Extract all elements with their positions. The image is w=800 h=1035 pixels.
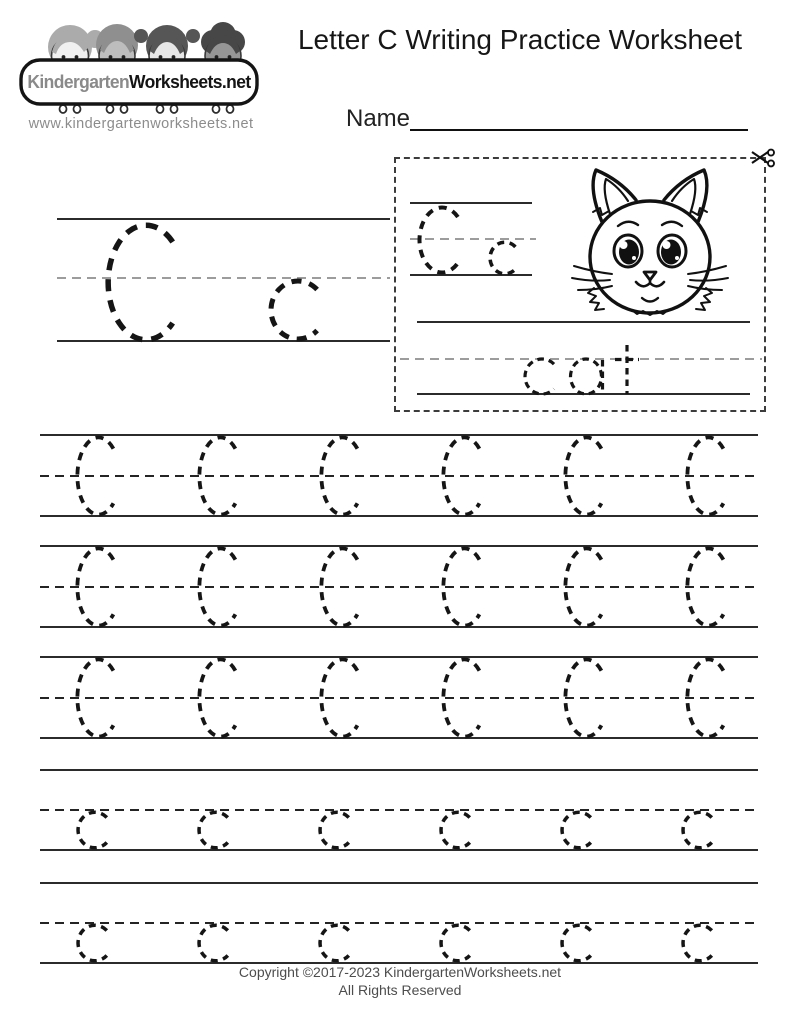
dashed-letter-glyph bbox=[318, 810, 356, 850]
dashed-letter-glyph bbox=[560, 923, 598, 963]
card-uppercase-c bbox=[417, 205, 467, 280]
trace-letter-lowercase[interactable] bbox=[681, 810, 719, 855]
dashed-letter-glyph bbox=[319, 435, 366, 517]
dashed-letter-glyph bbox=[417, 205, 467, 275]
row-mid-line bbox=[40, 586, 758, 588]
logo-kids-feet bbox=[60, 105, 234, 113]
trace-letter-uppercase[interactable] bbox=[197, 435, 244, 522]
trace-letter-uppercase[interactable] bbox=[563, 435, 610, 522]
dashed-letter-glyph bbox=[75, 546, 122, 628]
card-lowercase-c bbox=[488, 240, 522, 281]
dashed-letter-glyph bbox=[318, 923, 356, 963]
dashed-letter-glyph bbox=[681, 923, 719, 963]
trace-letter-uppercase[interactable] bbox=[441, 657, 488, 744]
page-title: Letter C Writing Practice Worksheet bbox=[297, 24, 742, 55]
dashed-letter-glyph bbox=[319, 546, 366, 628]
name-label: Name bbox=[346, 105, 411, 132]
dashed-letter-glyph bbox=[563, 546, 610, 628]
name-blank-line[interactable] bbox=[410, 129, 748, 131]
practice-row-lowercase-2[interactable] bbox=[40, 882, 758, 966]
row-base-line bbox=[40, 737, 758, 739]
dashed-letter-glyph bbox=[197, 546, 244, 628]
trace-letter-lowercase[interactable] bbox=[318, 923, 356, 968]
dashed-letter-glyph bbox=[441, 435, 488, 517]
dashed-letter-glyph bbox=[268, 278, 328, 342]
trace-letter-uppercase[interactable] bbox=[441, 546, 488, 633]
trace-letter-uppercase[interactable] bbox=[563, 546, 610, 633]
dashed-letter-glyph bbox=[76, 923, 114, 963]
word-letter-a-bowl bbox=[571, 359, 602, 394]
trace-letter-uppercase[interactable] bbox=[441, 435, 488, 522]
demo-uppercase-c bbox=[105, 222, 187, 348]
trace-letter-uppercase[interactable] bbox=[197, 657, 244, 744]
dashed-letter-glyph bbox=[488, 240, 522, 276]
dashed-letter-glyph bbox=[441, 546, 488, 628]
dashed-letter-glyph bbox=[685, 435, 732, 517]
dashed-letter-glyph bbox=[563, 657, 610, 739]
row-mid-line bbox=[40, 922, 758, 924]
row-mid-line bbox=[40, 697, 758, 699]
copyright-text: Copyright ©2017-2023 KindergartenWorksheets.net bbox=[238, 964, 562, 980]
brand-name-worksheets: Worksheets.net bbox=[129, 71, 251, 92]
dashed-letter-glyph bbox=[197, 923, 235, 963]
dashed-letter-glyph bbox=[197, 810, 235, 850]
practice-row-lowercase-1[interactable] bbox=[40, 769, 758, 853]
trace-letter-uppercase[interactable] bbox=[197, 546, 244, 633]
trace-letter-lowercase[interactable] bbox=[318, 810, 356, 855]
word-letter-c bbox=[525, 359, 554, 394]
footer bbox=[0, 963, 800, 999]
dashed-letter-glyph bbox=[441, 657, 488, 739]
dashed-letter-glyph bbox=[439, 923, 477, 963]
trace-letter-lowercase[interactable] bbox=[76, 810, 114, 855]
dashed-letter-glyph bbox=[197, 435, 244, 517]
row-base-line bbox=[40, 626, 758, 628]
brand-name-kindergarten: Kindergarten bbox=[27, 71, 130, 92]
card-guide-top-line bbox=[410, 202, 532, 204]
trace-letter-uppercase[interactable] bbox=[563, 657, 610, 744]
row-top-line bbox=[40, 545, 758, 547]
example-cutout-card bbox=[394, 157, 766, 412]
trace-letter-lowercase[interactable] bbox=[197, 810, 235, 855]
dashed-letter-glyph bbox=[197, 657, 244, 739]
practice-row-uppercase-2[interactable] bbox=[40, 545, 758, 629]
dashed-letter-glyph bbox=[685, 546, 732, 628]
trace-letter-uppercase[interactable] bbox=[319, 546, 366, 633]
dashed-letter-glyph bbox=[563, 435, 610, 517]
brand-logo bbox=[18, 14, 264, 138]
row-base-line bbox=[40, 849, 758, 851]
trace-letter-lowercase[interactable] bbox=[439, 810, 477, 855]
trace-letter-lowercase[interactable] bbox=[197, 923, 235, 968]
scissors-icon bbox=[750, 148, 776, 169]
dashed-letter-glyph bbox=[319, 657, 366, 739]
dashed-letter-glyph bbox=[76, 810, 114, 850]
row-base-line bbox=[40, 515, 758, 517]
trace-letter-lowercase[interactable] bbox=[76, 923, 114, 968]
trace-letter-uppercase[interactable] bbox=[685, 546, 732, 633]
practice-row-uppercase-1[interactable] bbox=[40, 434, 758, 518]
rights-text: All Rights Reserved bbox=[338, 982, 462, 998]
demo-lowercase-c bbox=[268, 278, 328, 347]
row-top-line bbox=[40, 656, 758, 658]
row-top-line bbox=[40, 882, 758, 884]
dashed-letter-glyph bbox=[560, 810, 598, 850]
dashed-letter-glyph bbox=[105, 222, 187, 343]
guide-top-line bbox=[57, 218, 390, 220]
traceable-word-cat bbox=[514, 321, 654, 399]
cat-illustration bbox=[566, 162, 734, 318]
dashed-letter-glyph bbox=[439, 810, 477, 850]
trace-letter-uppercase[interactable] bbox=[319, 657, 366, 744]
row-top-line bbox=[40, 434, 758, 436]
trace-letter-uppercase[interactable] bbox=[685, 435, 732, 522]
trace-letter-lowercase[interactable] bbox=[439, 923, 477, 968]
dashed-letter-glyph bbox=[75, 657, 122, 739]
dashed-letter-glyph bbox=[685, 657, 732, 739]
row-mid-line bbox=[40, 475, 758, 477]
row-mid-line bbox=[40, 809, 758, 811]
trace-letter-uppercase[interactable] bbox=[319, 435, 366, 522]
brand-website: www.kindergartenworksheets.net bbox=[28, 116, 254, 132]
trace-letter-uppercase[interactable] bbox=[75, 657, 122, 744]
trace-letter-uppercase[interactable] bbox=[685, 657, 732, 744]
trace-letter-lowercase[interactable] bbox=[560, 923, 598, 968]
trace-letter-uppercase[interactable] bbox=[75, 435, 122, 522]
brand-name bbox=[24, 60, 255, 104]
trace-letter-lowercase[interactable] bbox=[560, 810, 598, 855]
row-top-line bbox=[40, 769, 758, 771]
dashed-letter-glyph bbox=[681, 810, 719, 850]
practice-row-uppercase-3[interactable] bbox=[40, 656, 758, 740]
dashed-letter-glyph bbox=[75, 435, 122, 517]
trace-letter-lowercase[interactable] bbox=[681, 923, 719, 968]
trace-letter-uppercase[interactable] bbox=[75, 546, 122, 633]
